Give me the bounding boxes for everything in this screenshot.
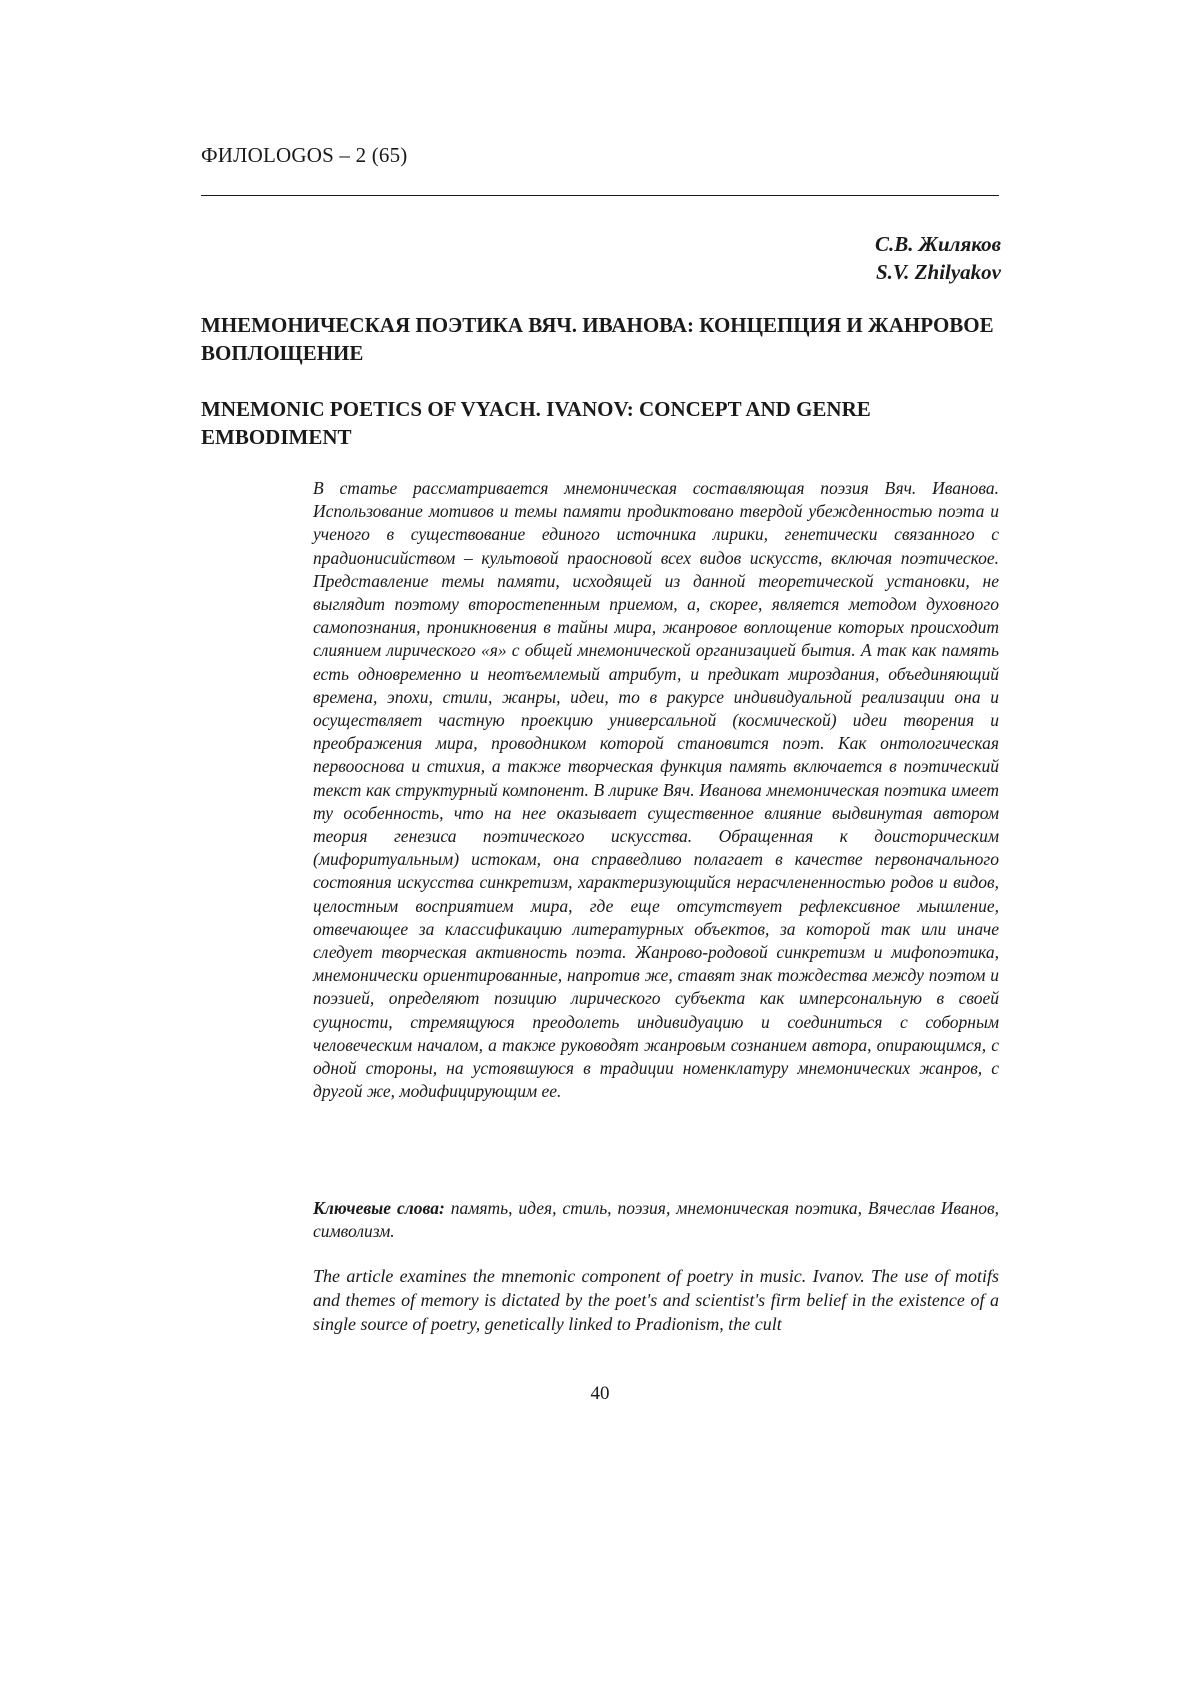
page-number: 40	[590, 1383, 610, 1404]
author-block	[875, 230, 1001, 286]
journal-running-head: ФИЛОLOGOS – 2 (65)	[201, 143, 408, 167]
keywords-block	[313, 1197, 999, 1243]
abstract-en: The article examines the mnemonic component of poetry in music. Ivanov. The use of motifs and themes of memory is dictated by the poet's and scientist's firm belief in the existence of a single source of poetry, genetically linked to Pradionism, the cult	[313, 1266, 999, 1334]
keywords-label: Ключевые слова:	[313, 1198, 445, 1218]
author-name-ru: С.В. Жиляков	[874, 232, 1001, 256]
article-title-en: MNEMONIC POETICS OF VYACH. IVANOV: CONCEPT AND GENRE EMBODIMENT	[201, 397, 871, 449]
header-divider	[201, 195, 999, 196]
keywords-text: память, идея, стиль, поэзия, мнемоническая поэтика, Вячеслав Иванов, символизм.	[313, 1198, 999, 1242]
author-name-en: S.V. Zhilyakov	[875, 260, 1001, 284]
article-title-ru: МНЕМОНИЧЕСКАЯ ПОЭТИКА ВЯЧ. ИВАНОВА: КОНЦЕПЦИЯ И ЖАНРОВОЕ ВОПЛОЩЕНИЕ	[201, 313, 994, 365]
abstract-ru: В статье рассматривается мнемоническая составляющая поэзия Вяч. Иванова. Использование мотивов и темы памяти продиктовано твердой убежденностью поэта и ученого в существование единого источника лирики, генетически связанного с прадионисийством – культовой праосновой всех видов искусств, включая поэтическое. Представление темы памяти, исходящей из данной теоретической установки, не выглядит поэтому второстепенным приемом, а, скорее, является методом духовного самопознания, проникновения в тайны мира, жанровое воплощение которых происходит слиянием лирического «я» с общей мнемонической организацией бытия. А так как память есть одновременно и неотъемлемый атрибут, и предикат мироздания, объединяющий времена, эпохи, стили, жанры, идеи, то в ракурсе индивидуальной реализации она и осуществляет частную проекцию универсальной (космической) идеи творения и преображения мира, проводником которой становится поэт. Как онтологическая первооснова и стихия, а также творческая функция память включается в поэтический текст как структурный компонент. В лирике Вяч. Иванова мнемоническая поэтика имеет ту особенность, что на нее оказывает существенное влияние выдвинутая автором теория генезиса поэтического искусства. Обращенная к доисторическим (мифоритуальным) истокам, она справедливо полагает в качестве первоначального состояния искусства синкретизм, характеризующийся нерасчлененностью родов и видов, целостным восприятием мира, где еще отсутствует рефлексивное мышление, отвечающее за классификацию литературных объектов, за которой так или иначе следует творческая активность поэта. Жанрово-родовой синкретизм и мифопоэтика, мнемонически ориентированные, напротив же, ставят знак тождества между поэтом и поэзией, определяют позицию лирического субъекта как имперсональную в своей сущности, стремящуюся преодолеть индивидуацию и соединиться с соборным человеческим началом, а также руководят жанровым сознанием автора, опирающимся, с одной стороны, на устоявшуюся в традиции номенклатуру мнемонических жанров, с другой же, модифицирующим ее.	[313, 478, 999, 1102]
